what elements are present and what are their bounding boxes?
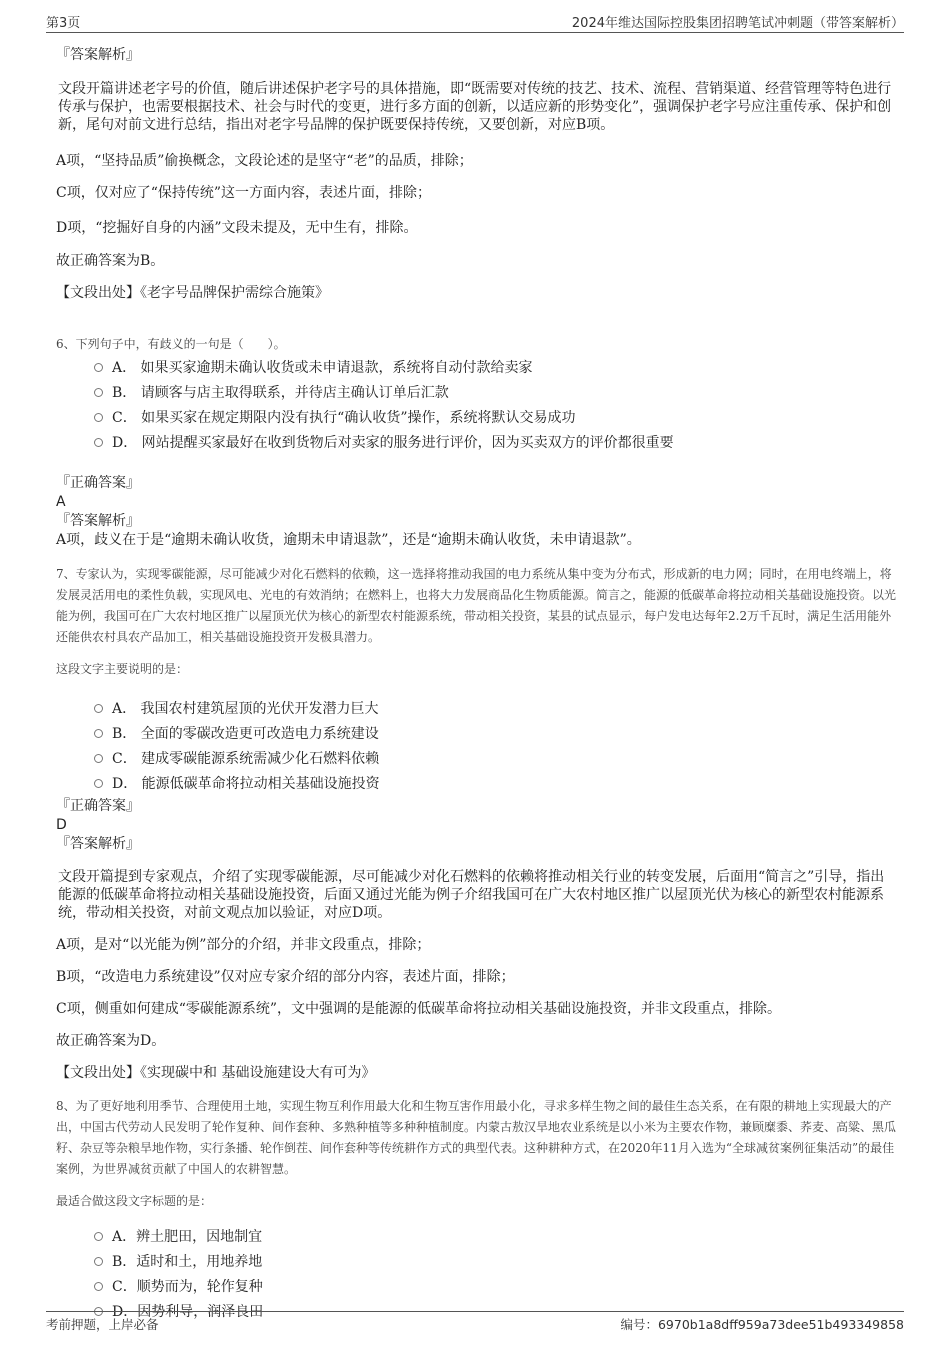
question-8-stem: 8、为了更好地利用季节、合理使用土地，实现生物互利作用最大化和生物互害作用最小化，寻求多样生物之间的最佳生态关系，在有限的耕地上实现最大的产出，中国古代劳动人民发明了轮作复种、间作套种、多熟种植等多种种植制度。内蒙古敖汉旱地农业系统是以小米为主要农作物，兼顾糜黍、荞麦、高粱、黑瓜籽、杂豆等杂粮旱地作物，实行条播、轮作倒茬、间作套种等传统耕作方式的典型代表。这种耕种方式，在2020年11月入选为“全球减贫案例征集活动”的最佳案例，为世界减贫贡献了中国人的农耕智慧。 [56,1099,897,1176]
analysis-label: 『答案解析』 [56,513,140,529]
radio-icon[interactable] [94,413,103,422]
analysis-text: A项，歧义在于是“逾期未确认收货，逾期未申请退款”，还是“逾期未确认收货，未申请退款”。 [56,532,641,548]
source: 【文段出处】《老字号品牌保护需综合施策》 [56,285,329,301]
radio-icon[interactable] [94,438,103,447]
correct-answer: A [56,494,66,510]
analysis-option-b: B项，“改造电力系统建设”仅对应专家介绍的部分内容，表述片面，排除； [56,969,515,985]
radio-icon[interactable] [94,1282,103,1291]
document-title: 2024年维达国际控股集团招聘笔试冲刺题（带答案解析） [571,16,904,31]
q7-option-d[interactable]: D． 能源低碳革命将拉动相关基础设施投资 [94,772,896,797]
radio-icon[interactable] [94,1257,103,1266]
q8-option-b[interactable]: B．适时和土，用地养地 [94,1250,896,1275]
radio-icon[interactable] [94,754,103,763]
footer-slogan: 考前押题，上岸必备 [46,1317,159,1332]
radio-icon[interactable] [94,363,103,372]
q6-option-b[interactable]: B． 请顾客与店主取得联系，并待店主确认订单后汇款 [94,381,896,406]
q6-option-d[interactable]: D． 网站提醒买家最好在收到货物后对卖家的服务进行评价，因为买卖双方的评价都很重要 [94,431,896,456]
page-footer [46,1311,904,1335]
analysis-option-a: A项，“坚持品质”偷换概念，文段论述的是坚守“老”的品质，排除； [56,153,473,169]
radio-icon[interactable] [94,704,103,713]
radio-icon[interactable] [94,779,103,788]
analysis-option-d: D项，“挖掘好自身的内涵”文段未提及，无中生有，排除。 [56,220,418,236]
question-7-prompt: 这段文字主要说明的是： [56,662,189,676]
question-8-prompt: 最适合做这段文字标题的是： [56,1194,213,1208]
question-7-stem: 7、专家认为，实现零碳能源，尽可能减少对化石燃料的依赖，这一选择将推动我国的电力系统从集中变为分布式，形成新的电力网；同时，在用电终端上，将发展灵活用电的柔性负载，实现风电、光电的有效消纳；在燃料上，也将大力发展商品化生物质能源。简言之，能源的低碳革命将拉动相关基础设施投资。以光能为例，我国可在广大农村地区推广以屋顶光伏为核心的新型农村能源系统，带动相关投资，某县的试点显示，每户发电达每年2.2万千瓦时，满足生活用能外还能供农村具农产品加工，相关基础设施投资开发极具潜力。 [56,567,897,644]
radio-icon[interactable] [94,1232,103,1241]
page-header [46,12,904,33]
correct-answer: D [56,817,67,833]
correct-answer-label: 『正确答案』 [56,798,140,814]
analysis-label: 『答案解析』 [56,836,140,852]
source: 【文段出处】《实现碳中和 基础设施建设大有可为》 [56,1065,376,1081]
analysis-text: 文段开篇提到专家观点，介绍了实现零碳能源，尽可能减少对化石燃料的依赖将推动相关行业的转变发展，后面用“简言之”引导，指出能源的低碳革命将拉动相关基础设施投资，后面又通过光能为例子介绍我国可在广大农村地区推广以屋顶光伏为核心的新型农村能源系统，带动相关投资，对前文观点加以验证，对应D项。 [58,869,885,921]
analysis-text: 文段开篇讲述老字号的价值，随后讲述保护老字号的具体措施，即“既需要对传统的技艺、技术、流程、营销渠道、经营管理等特色进行传承与保护，也需要根据技术、社会与时代的变更，进行多方面的创新，以适应新的形势变化”，强调保护老字号应注重传承、保护和创新，尾句对前文进行总结，指出对老字号品牌的保护既要保持传统，又要创新，对应B项。 [58,81,892,133]
radio-icon[interactable] [94,729,103,738]
q7-option-b[interactable]: B． 全面的零碳改造更可改造电力系统建设 [94,722,896,747]
document-id: 编号：6970b1a8dff959a73dee51b493349858 [620,1317,904,1332]
q7-option-c[interactable]: C． 建成零碳能源系统需减少化石燃料依赖 [94,747,896,772]
question-8-options [94,1225,896,1325]
q6-option-c[interactable]: C． 如果买家在规定期限内没有执行“确认收货”操作，系统将默认交易成功 [94,406,896,431]
analysis-label: 『答案解析』 [56,47,140,63]
q7-option-a[interactable]: A． 我国农村建筑屋顶的光伏开发潜力巨大 [94,697,896,722]
analysis-option-c: C项，仅对应了“保持传统”这一方面内容，表述片面，排除； [56,185,432,201]
q8-option-c[interactable]: C．顺势而为，轮作复种 [94,1275,896,1300]
conclusion: 故正确答案为B。 [56,253,165,269]
analysis-option-c: C项，侧重如何建成“零碳能源系统”，文中强调的是能源的低碳革命将拉动相关基础设施投资，并非文段重点，排除。 [56,1001,782,1017]
question-6-options [94,356,896,456]
page-number: 第3页 [46,16,81,31]
q8-option-a[interactable]: A．辨土肥田，因地制宜 [94,1225,896,1250]
question-6-stem: 6、下列句子中，有歧义的一句是（ ）。 [56,337,286,351]
analysis-option-a: A项，是对“以光能为例”部分的介绍，并非文段重点，排除； [56,937,431,953]
correct-answer-label: 『正确答案』 [56,475,140,491]
conclusion: 故正确答案为D。 [56,1033,166,1049]
radio-icon[interactable] [94,388,103,397]
question-7-options [94,697,896,797]
page-content [56,42,896,1325]
q6-option-a[interactable]: A． 如果买家逾期未确认收货或未申请退款，系统将自动付款给卖家 [94,356,896,381]
q8-option-d[interactable]: D．因势利导，润泽良田 [94,1300,896,1325]
